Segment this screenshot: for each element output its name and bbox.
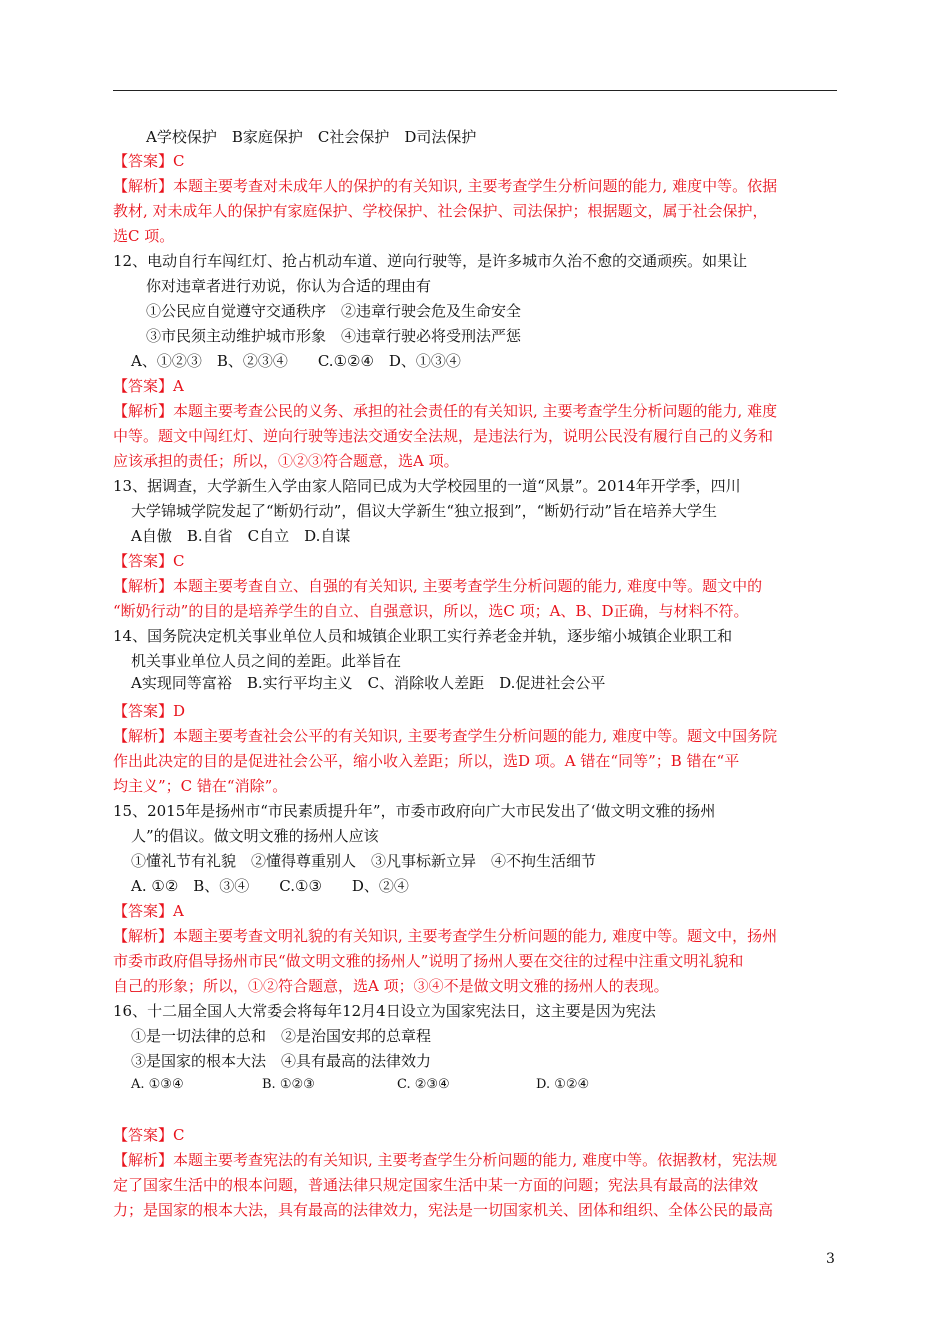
q15-analysis-line: 自己的形象；所以，①②符合题意，选A 项；③④不是做文明文雅的扬州人的表现。 [113,977,669,995]
q13-options: A自傲 B.自省 C自立 D.自谋 [131,527,351,545]
q12-item: ①公民应自觉遵守交通秩序 ②违章行驶会危及生命安全 [146,302,522,320]
q12-item: ③市民须主动维护城市形象 ④违章行驶必将受刑法严惩 [146,327,522,345]
header-rule [113,90,837,91]
q13-stem: 13、据调查，大学新生入学由家人陪同已成为大学校园里的一道“风景”。2014年开学季，四川 [113,477,741,495]
q13-answer: 【答案】C [113,552,185,570]
q12-analysis-line: 中等。题文中闯红灯、逆向行驶等违法交通安全法规，是违法行为，说明公民没有履行自己的义务和 [113,427,774,445]
q15-items: ①懂礼节有礼貌 ②懂得尊重别人 ③凡事标新立异 ④不拘生活细节 [131,852,597,870]
q14-stem: 14、国务院决定机关事业单位人员和城镇企业职工实行养老金并轨，逐步缩小城镇企业职工和 [113,627,733,645]
q13-analysis-line: “断奶行动”的目的是培养学生的自立、自强意识，所以，选C 项；A、B、D正确，与材料不符。 [113,602,749,620]
page-number: 3 [826,1251,835,1267]
q15-analysis-line: 【解析】本题主要考查文明礼貌的有关知识, 主要考查学生分析问题的能力, 难度中等。题文中，扬州 [113,927,778,945]
q15-stem: 人”的倡议。做文明文雅的扬州人应该 [131,827,379,845]
q16-analysis-line: 定了国家生活中的根本问题，普通法律只规定国家生活中某一方面的问题；宪法具有最高的法律效 [113,1176,759,1194]
q15-answer: 【答案】A [113,902,184,920]
q14-analysis-line: 均主义”；C 错在“消除”。 [113,777,288,795]
q12-options: A、①②③ B、②③④ C.①②④ D、①③④ [131,352,461,370]
q13-analysis-line: 【解析】本题主要考查自立、自强的有关知识, 主要考查学生分析问题的能力, 难度中等。题文中的 [113,577,763,595]
q14-options: A实现同等富裕 B.实行平均主义 C、消除收人差距 D.促进社会公平 [131,674,606,692]
q11-answer: 【答案】C [113,152,185,170]
q12-answer: 【答案】A [113,377,184,395]
q12-analysis-line: 【解析】本题主要考查公民的义务、承担的社会责任的有关知识, 主要考查学生分析问题的能力, 难度 [113,402,778,420]
q11-analysis-line: 选C 项。 [113,227,175,245]
q12-stem: 12、电动自行车闯红灯、抢占机动车道、逆向行驶等，是许多城市久治不愈的交通顽疾。如果让 [113,252,748,270]
q16-analysis-line: 【解析】本题主要考查宪法的有关知识, 主要考查学生分析问题的能力, 难度中等。依据教材，宪法规 [113,1151,778,1169]
q16-option-c: C. ②③④ [397,1077,450,1092]
q16-option-b: B. ①②③ [262,1077,315,1092]
q13-stem: 大学锦城学院发起了“断奶行动”，倡议大学新生“独立报到”，“断奶行动”旨在培养大学生 [131,502,718,520]
q16-analysis-line: 力；是国家的根本大法，具有最高的法律效力，宪法是一切国家机关、团体和组织、全体公民的最高 [113,1201,774,1219]
q16-item: ①是一切法律的总和 ②是治国安邦的总章程 [131,1027,432,1045]
q14-stem: 机关事业单位人员之间的差距。此举旨在 [131,652,402,670]
q11-analysis-line: 【解析】本题主要考查对未成年人的保护的有关知识, 主要考查学生分析问题的能力, 难度中等。依据 [113,177,778,195]
q16-item: ③是国家的根本大法 ④具有最高的法律效力 [131,1052,432,1070]
q12-stem: 你对违章者进行劝说，你认为合适的理由有 [146,277,432,295]
q11-analysis-line: 教材, 对未成年人的保护有家庭保护、学校保护、社会保护、司法保护；根据题文，属于社会保护， [113,202,768,220]
q14-answer: 【答案】D [113,702,186,720]
q16-option-d: D. ①②④ [536,1077,590,1092]
q15-stem: 15、2015年是扬州市“市民素质提升年”，市委市政府向广大市民发出了‘做文明文雅的扬州 [113,802,716,820]
q16-stem: 16、十二届全国人大常委会将每年12月4日设立为国家宪法日，这主要是因为宪法 [113,1002,656,1020]
q15-analysis-line: 市委市政府倡导扬州市民“做文明文雅的扬州人”说明了扬州人要在交往的过程中注重文明礼貌和 [113,952,744,970]
q12-analysis-line: 应该承担的责任；所以，①②③符合题意，选A 项。 [113,452,459,470]
q14-analysis-line: 作出此决定的目的是促进社会公平，缩小收入差距；所以，选D 项。A 错在“同等”；B 错在“平 [113,752,740,770]
q11-options: A学校保护 B家庭保护 C社会保护 D司法保护 [146,128,477,146]
q15-options: A. ①② B、③④ C.①③ D、②④ [131,877,409,895]
q16-option-a: A. ①③④ [131,1077,184,1092]
q16-answer: 【答案】C [113,1126,185,1144]
q14-analysis-line: 【解析】本题主要考查社会公平的有关知识, 主要考查学生分析问题的能力, 难度中等。题文中国务院 [113,727,778,745]
